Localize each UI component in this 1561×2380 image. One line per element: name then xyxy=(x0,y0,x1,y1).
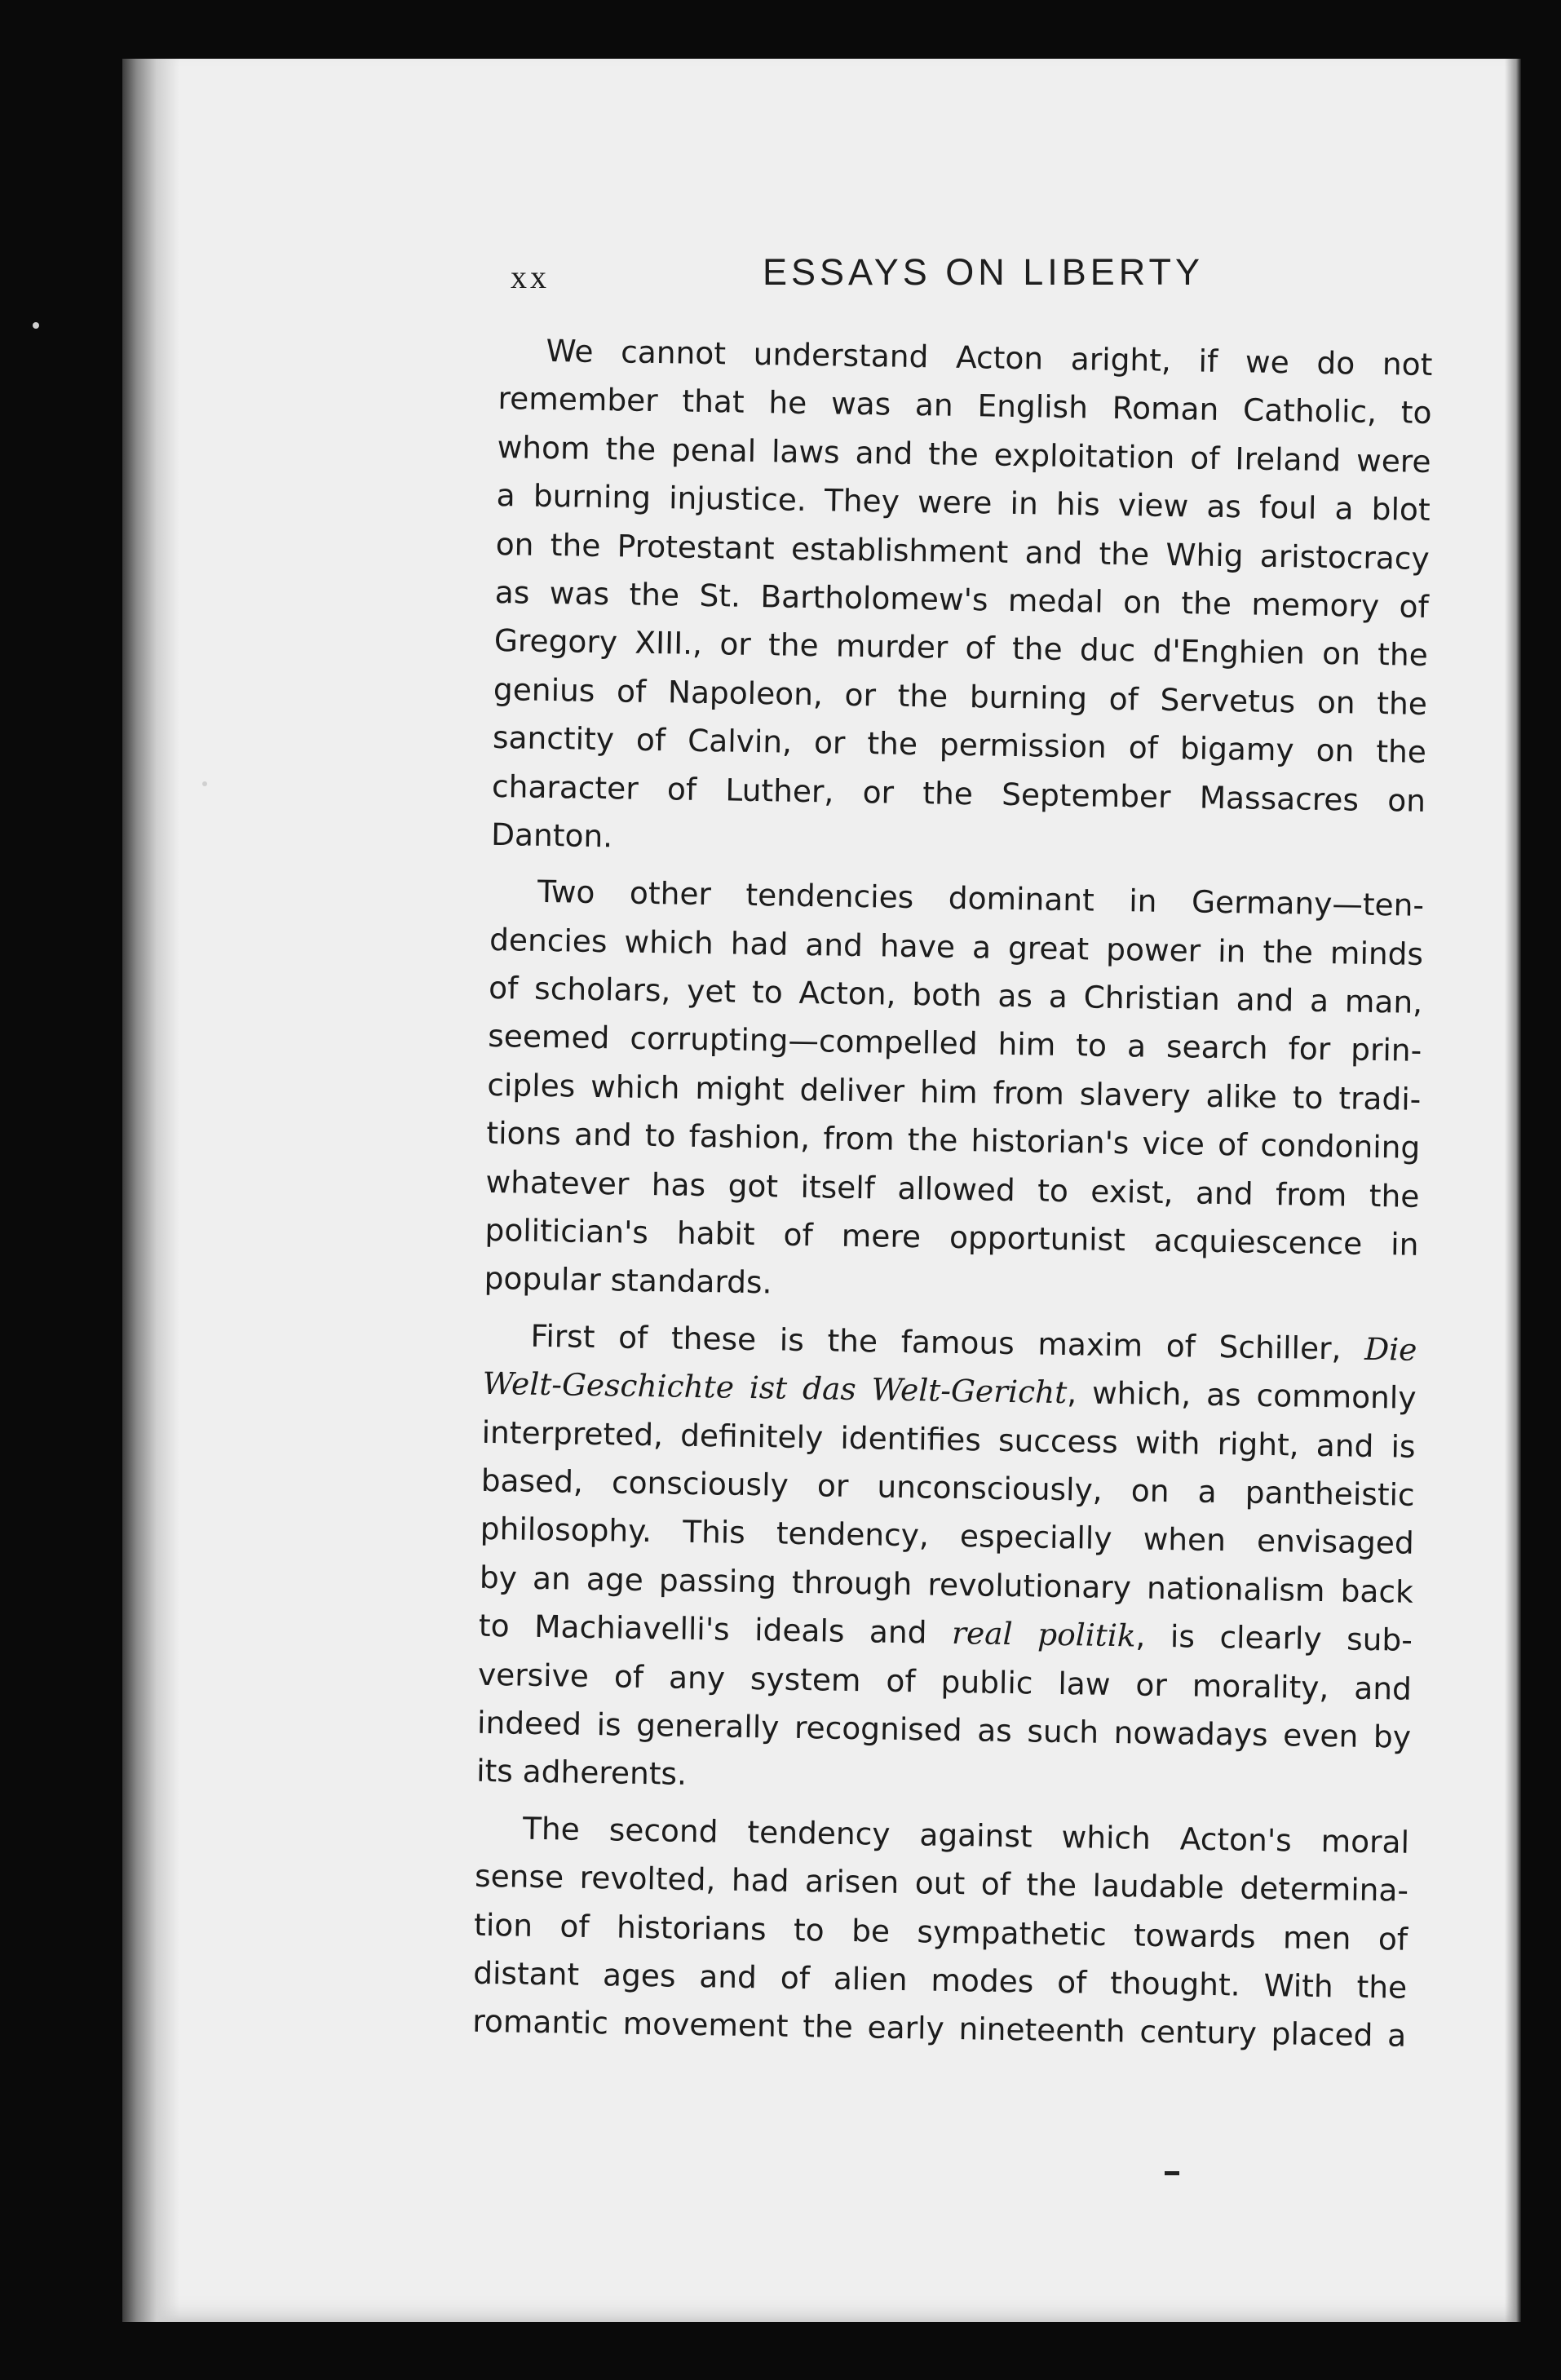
text-line: tions and to fashion, from the historian's vice of condoning xyxy=(486,1115,1421,1166)
text-line: sense revolted, had arisen out of the laudable determina- xyxy=(474,1857,1409,1909)
text-line: dencies which had and have a great power in the minds xyxy=(489,921,1424,972)
text-run: , which, as commonly xyxy=(1066,1374,1417,1417)
text-line: of scholars, yet to Acton, both as a Christian and a man, xyxy=(488,969,1423,1020)
text-run: First of these is the famous maxim of Schiller, xyxy=(530,1317,1365,1367)
text-line: romantic movement the early nineteenth century placed a xyxy=(472,2003,1407,2055)
text-line: sanctity of Calvin, or the permission of bigamy on the xyxy=(492,719,1427,771)
text-line: its adherents. xyxy=(475,1753,688,1793)
text-run: to Machiavelli's ideals and xyxy=(478,1607,953,1652)
text-line: versive of any system of public law or morality, and xyxy=(477,1656,1413,1707)
paragraph-4 xyxy=(472,1803,1410,2060)
text-line: on the Protestant establishment and the Whig aristocracy xyxy=(495,525,1431,577)
text-line: Two other tendencies dominant in Germany—ten- xyxy=(537,874,1425,924)
text-line: interpreted, definitely identifies success with right, and is xyxy=(481,1413,1416,1465)
paragraph-2 xyxy=(484,867,1424,1317)
text-line: character of Luther, or the September Massacres on xyxy=(491,768,1426,819)
text-line: The second tendency against which Acton's moral xyxy=(522,1810,1410,1860)
italic-phrase: real politik xyxy=(951,1615,1136,1654)
text-line: whom the penal laws and the exploitation of Ireland were xyxy=(497,428,1431,480)
italic-phrase: Welt-Geschichte ist das Welt-Gericht xyxy=(482,1365,1068,1411)
italic-phrase: Die xyxy=(1364,1330,1417,1368)
text-line: ciples which might deliver him from slavery alike to tradi- xyxy=(487,1066,1422,1117)
scan-speck xyxy=(202,781,207,786)
paragraph-3 xyxy=(476,1312,1417,1811)
page-header xyxy=(0,251,1561,316)
scan-speck xyxy=(33,322,39,329)
text-line: distant ages and of alien modes of thought. With the xyxy=(472,1954,1408,2006)
printer-mark xyxy=(1165,2171,1179,2175)
text-line: seemed corrupting—compelled him to a search for prin- xyxy=(487,1018,1422,1069)
text-line: a burning injustice. They were in his view as foul a blot xyxy=(496,477,1431,529)
text-line: Danton. xyxy=(490,816,613,855)
text-line: tion of historians to be sympathetic towards men of xyxy=(473,1906,1408,1958)
text-line: politician's habit of mere opportunist acquiescence in xyxy=(484,1211,1419,1263)
text-line: whatever has got itself allowed to exist, and from the xyxy=(485,1163,1420,1214)
text-line: philosophy. This tendency, especially when envisaged xyxy=(480,1511,1415,1562)
body-text xyxy=(472,326,1433,2060)
text-line: genius of Napoleon, or the burning of Servetus on the xyxy=(493,670,1428,722)
text-run: , is clearly sub- xyxy=(1135,1617,1413,1658)
text-line: indeed is generally recognised as such nowadays even by xyxy=(476,1704,1412,1755)
page-number: xx xyxy=(511,259,550,295)
page-edge xyxy=(1505,59,1521,2322)
text-line: based, consciously or unconsciously, on a pantheistic xyxy=(480,1462,1415,1513)
text-line: Gregory XIII., or the murder of the duc d'Enghien on the xyxy=(493,622,1429,674)
text-line: as was the St. Bartholomew's medal on the memory of xyxy=(494,573,1430,625)
text-line: We cannot understand Acton aright, if we do not xyxy=(546,332,1433,383)
text-line: by an age passing through revolutionary nationalism back xyxy=(479,1559,1414,1610)
text-line: remember that he was an English Roman Catholic, to xyxy=(497,380,1432,431)
book-gutter-shadow xyxy=(122,59,179,2322)
running-title: ESSAYS ON LIBERTY xyxy=(763,251,1204,293)
text-line: popular standards. xyxy=(484,1260,772,1301)
paragraph-1 xyxy=(491,326,1433,874)
